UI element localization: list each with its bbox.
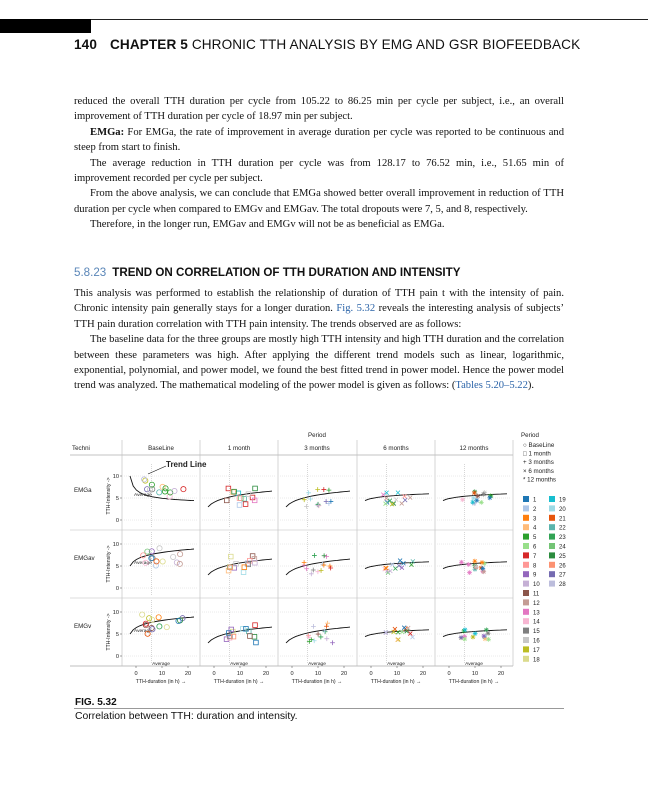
legend-subject-28: 28 xyxy=(559,582,566,589)
figure-5-32-trellis-plot xyxy=(70,430,648,694)
average-label: Average xyxy=(308,662,326,667)
data-point-12-months xyxy=(463,627,468,632)
figure-label: FIG. 5.32 xyxy=(75,697,117,708)
running-header xyxy=(74,37,580,52)
y-tick-label: 0 xyxy=(115,586,119,592)
legend-swatch-8 xyxy=(523,562,529,568)
x-tick-label: 10 xyxy=(158,671,166,677)
data-point-12-months xyxy=(466,562,471,567)
average-label: Average xyxy=(134,561,152,566)
legend-subject-2: 2 xyxy=(533,506,537,513)
data-point-3-months xyxy=(312,638,317,643)
row-label-emgv: EMGv xyxy=(74,623,92,630)
row-label-emga: EMGa xyxy=(74,487,92,494)
data-point-6-months xyxy=(408,496,412,500)
legend-period-4: * 12 months xyxy=(523,476,557,484)
data-point-3-months xyxy=(302,560,307,565)
data-point-12-months xyxy=(471,635,476,640)
legend-subject-6: 6 xyxy=(533,544,537,551)
x-tick-label: 0 xyxy=(447,671,451,677)
trend-line xyxy=(208,559,272,575)
data-point-baseline xyxy=(164,625,169,630)
chapter-title: CHRONIC TTH ANALYSIS BY EMG AND GSR BIOFEEDBACK xyxy=(191,37,581,52)
data-point-1-month xyxy=(250,554,255,559)
x-tick-label: 10 xyxy=(314,671,322,677)
data-point-3-months xyxy=(315,569,320,574)
legend-subject-12: 12 xyxy=(533,600,540,607)
data-point-baseline xyxy=(181,487,186,492)
trend-line xyxy=(208,627,272,643)
paragraph-text: The baseline data for the three groups are mostly high TTH intensity and high TTH duration and the correlation between these parameters was high. After applying the different trend models such as linear, logarithmic, exponential, polynomial, and power model, we found the best fitted trend in power model. Hence the power model trend was analyzed. The mathematical modeling of the power model is given as follows: ( xyxy=(74,334,564,392)
x-tick-label: 20 xyxy=(340,671,348,677)
average-label: Average xyxy=(465,662,483,667)
legend-swatch-4 xyxy=(523,524,529,530)
page-number: 140 xyxy=(74,37,97,52)
x-axis-label: TTH-duration (in h) → xyxy=(213,679,265,685)
data-point-baseline xyxy=(162,489,167,494)
data-point-3-months xyxy=(306,490,311,495)
data-point-3-months xyxy=(330,640,335,645)
x-tick-label: 20 xyxy=(262,671,270,677)
y-tick-label: 10 xyxy=(112,610,119,616)
data-point-3-months xyxy=(304,566,309,571)
data-point-12-months xyxy=(472,559,477,564)
y-tick-label: 10 xyxy=(112,542,119,548)
x-tick-label: 10 xyxy=(236,671,244,677)
data-point-6-months xyxy=(383,502,387,506)
legend-swatch-9 xyxy=(523,571,529,577)
legend-subject-15: 15 xyxy=(533,629,540,636)
legend-title: Period xyxy=(521,432,539,439)
legend-subject-14: 14 xyxy=(533,619,540,626)
table-link[interactable]: Tables 5.20–5.22 xyxy=(455,380,528,392)
average-label: Average xyxy=(387,662,405,667)
data-point-baseline xyxy=(140,612,145,617)
data-point-3-months xyxy=(324,554,329,559)
legend-subject-7: 7 xyxy=(533,553,537,560)
chapter-label: CHAPTER 5 xyxy=(109,37,188,52)
legend-swatch-7 xyxy=(523,552,529,558)
header-black-bar xyxy=(0,19,91,33)
data-point-1-month xyxy=(253,486,258,491)
paragraph: reduced the overall TTH duration per cycle from 105.22 to 86.25 min per cycle per subject, i.e., an overall improvement of TTH duration per cycle of 18.97 min per subject. xyxy=(74,96,564,123)
data-point-3-months xyxy=(308,497,313,502)
y-tick-label: 0 xyxy=(115,518,119,524)
trend-line-pointer xyxy=(148,466,166,474)
legend-swatch-22 xyxy=(549,524,555,530)
data-point-12-months xyxy=(460,497,465,502)
data-point-1-month xyxy=(241,570,246,575)
paragraph: From the above analysis, we can conclude that EMGa showed better overall improvement in reduction of TTH duration per cycle when compared to EMGv and EMGav. The total dropouts were 7, 5, and 8, respectively. xyxy=(74,188,564,215)
x-tick-label: 10 xyxy=(393,671,401,677)
legend-subject-17: 17 xyxy=(533,647,540,654)
x-axis-label: TTH-duration (in h) → xyxy=(448,679,500,685)
data-point-3-months xyxy=(311,624,316,629)
legend-subject-13: 13 xyxy=(533,610,540,617)
legend-swatch-23 xyxy=(549,534,555,540)
data-point-1-month xyxy=(243,502,248,507)
x-axis-label: TTH-duration (in h) → xyxy=(370,679,422,685)
legend-subject-9: 9 xyxy=(533,572,537,579)
y-axis-label: TTH-Intensity -> xyxy=(106,545,112,583)
legend-swatch-27 xyxy=(549,571,555,577)
column-header-1: 1 month xyxy=(227,445,251,452)
data-point-3-months xyxy=(321,487,326,492)
data-point-baseline xyxy=(142,477,147,482)
y-tick-label: 10 xyxy=(112,474,119,480)
data-point-1-month xyxy=(253,623,258,628)
row-label-emgav: EMGav xyxy=(74,555,95,562)
legend-swatch-10 xyxy=(523,581,529,587)
legend-swatch-13 xyxy=(523,609,529,615)
legend-swatch-21 xyxy=(549,515,555,521)
paragraph: The average reduction in TTH duration per cycle was from 128.17 to 76.52 min, i.e., 51.65 min of improvement recorded per cycle per subject. xyxy=(74,157,564,185)
data-point-12-months xyxy=(474,498,479,503)
figure-link[interactable]: Fig. 5.32 xyxy=(336,303,376,315)
legend-subject-26: 26 xyxy=(559,563,566,570)
legend-subject-22: 22 xyxy=(559,525,566,532)
data-point-1-month xyxy=(226,486,231,491)
y-tick-label: 5 xyxy=(115,632,119,638)
data-point-6-months xyxy=(393,566,397,570)
legend-subject-18: 18 xyxy=(533,657,540,664)
legend-subject-3: 3 xyxy=(533,516,537,523)
data-point-12-months xyxy=(486,631,491,636)
average-label: Average xyxy=(134,493,152,498)
data-point-1-month xyxy=(237,503,242,508)
section-number: 5.8.23 xyxy=(74,266,107,279)
legend-swatch-17 xyxy=(523,646,529,652)
x-tick-label: 20 xyxy=(419,671,427,677)
x-tick-label: 0 xyxy=(212,671,216,677)
data-point-12-months xyxy=(473,631,478,636)
paragraph xyxy=(74,332,564,394)
legend-swatch-28 xyxy=(549,581,555,587)
y-tick-label: 0 xyxy=(115,654,119,660)
data-point-12-months xyxy=(487,495,492,500)
data-point-baseline xyxy=(171,554,176,559)
technique-header: Techni xyxy=(72,445,90,452)
y-tick-label: 5 xyxy=(115,564,119,570)
legend-subject-27: 27 xyxy=(559,572,566,579)
data-point-6-months xyxy=(411,635,415,639)
paragraph-text: ). xyxy=(527,380,535,392)
data-point-baseline xyxy=(141,553,146,558)
column-header-4: 12 months xyxy=(459,445,489,452)
data-point-3-months xyxy=(312,553,317,558)
legend-swatch-19 xyxy=(549,496,555,502)
data-point-6-months xyxy=(398,559,402,563)
x-axis-label: TTH-duration (in h) → xyxy=(291,679,343,685)
paragraph xyxy=(74,286,564,332)
data-point-baseline xyxy=(178,552,183,557)
data-point-1-month xyxy=(248,634,253,639)
legend-period-0: ○ BaseLine xyxy=(523,442,555,449)
legend-period-2: + 3 months xyxy=(523,459,554,467)
legend-swatch-20 xyxy=(549,505,555,511)
data-point-12-months xyxy=(481,492,486,497)
legend-subject-11: 11 xyxy=(533,591,540,598)
column-header-2: 3 months xyxy=(304,445,330,452)
data-point-baseline xyxy=(160,559,165,564)
data-point-12-months xyxy=(471,496,476,501)
legend-swatch-15 xyxy=(523,628,529,634)
legend-swatch-16 xyxy=(523,637,529,643)
average-label: Average xyxy=(230,662,248,667)
y-axis-label: TTH-Intensity -> xyxy=(106,477,112,515)
data-point-6-months xyxy=(384,496,388,500)
paragraph-text: This analysis was performed to establish the relationship of duration of TTH pain t with the intensity of pain. Chronic intensity pain generally stays for a longer duration. xyxy=(74,288,564,315)
data-point-6-months xyxy=(396,491,400,495)
data-point-1-month xyxy=(252,634,257,639)
legend-swatch-18 xyxy=(523,656,529,662)
data-point-12-months xyxy=(480,566,485,571)
body-text-upper xyxy=(74,94,564,233)
data-point-12-months xyxy=(459,560,464,565)
legend-subject-25: 25 xyxy=(559,553,566,560)
paragraph-text: For EMGa, the rate of improvement in average duration per cycle was reported to be continuous and steep from start to finish. xyxy=(74,126,564,154)
header-rule xyxy=(91,19,648,20)
data-point-6-months xyxy=(403,498,407,502)
data-point-1-month xyxy=(254,640,259,645)
data-point-3-months xyxy=(304,504,309,509)
x-tick-label: 10 xyxy=(471,671,479,677)
column-header-3: 6 months xyxy=(383,445,409,452)
data-point-12-months xyxy=(482,634,487,639)
paragraph-text: reveals the interesting analysis of subjects’ TTH pain duration correlation with TTH pain intensity. The trends observed are as follows: xyxy=(74,303,564,330)
data-point-1-month xyxy=(224,498,229,503)
trend-line-label: Trend Line xyxy=(166,460,207,469)
data-point-12-months xyxy=(467,570,472,575)
data-point-baseline xyxy=(143,478,148,483)
data-point-12-months xyxy=(481,569,486,574)
data-point-6-months xyxy=(390,562,394,566)
legend-subject-10: 10 xyxy=(533,582,540,589)
data-point-baseline xyxy=(157,546,162,551)
legend-subject-19: 19 xyxy=(559,497,566,504)
section-heading xyxy=(74,266,460,279)
legend-swatch-2 xyxy=(523,505,529,511)
legend-subject-23: 23 xyxy=(559,535,566,542)
data-point-6-months xyxy=(408,632,412,636)
bold-term: EMGa: xyxy=(90,126,125,138)
data-point-3-months xyxy=(318,635,323,640)
x-axis-label: TTH-duration (in h) → xyxy=(135,679,187,685)
legend-swatch-24 xyxy=(549,543,555,549)
data-point-baseline xyxy=(156,615,161,620)
data-point-1-month xyxy=(237,496,242,501)
data-point-3-months xyxy=(319,568,324,573)
legend-swatch-3 xyxy=(523,515,529,521)
legend-subject-8: 8 xyxy=(533,563,537,570)
data-point-12-months xyxy=(470,500,475,505)
data-point-6-months xyxy=(394,498,398,502)
trend-line xyxy=(208,491,272,507)
period-header: Period xyxy=(308,432,326,439)
data-point-1-month xyxy=(224,637,229,642)
legend-swatch-5 xyxy=(523,534,529,540)
paragraph xyxy=(74,125,564,156)
legend-swatch-12 xyxy=(523,599,529,605)
legend-swatch-1 xyxy=(523,496,529,502)
legend-subject-4: 4 xyxy=(533,525,537,532)
data-point-baseline xyxy=(157,624,162,629)
section-title: TREND ON CORRELATION OF TTH DURATION AND INTENSITY xyxy=(112,266,461,279)
trend-line xyxy=(365,494,429,501)
x-tick-label: 0 xyxy=(134,671,138,677)
legend-swatch-26 xyxy=(549,562,555,568)
column-header-0: BaseLine xyxy=(148,445,174,452)
legend-swatch-6 xyxy=(523,543,529,549)
data-point-3-months xyxy=(325,621,330,626)
legend-subject-1: 1 xyxy=(533,497,537,504)
figure-caption: Correlation between TTH: duration and intensity. xyxy=(75,711,298,722)
legend-swatch-25 xyxy=(549,552,555,558)
legend-swatch-14 xyxy=(523,618,529,624)
legend-period-1: □ 1 month xyxy=(523,450,551,458)
figure-caption-rule xyxy=(74,708,564,709)
x-tick-label: 0 xyxy=(369,671,373,677)
data-point-3-months xyxy=(315,487,320,492)
body-text-lower xyxy=(74,286,564,394)
legend-subject-24: 24 xyxy=(559,544,566,551)
x-tick-label: 0 xyxy=(290,671,294,677)
legend-swatch-11 xyxy=(523,590,529,596)
legend-subject-21: 21 xyxy=(559,516,566,523)
x-tick-label: 20 xyxy=(184,671,192,677)
average-label: Average xyxy=(152,662,170,667)
data-point-3-months xyxy=(324,636,329,641)
data-point-6-months xyxy=(402,626,406,630)
data-point-12-months xyxy=(474,564,479,569)
y-axis-label: TTH-Intensity -> xyxy=(106,613,112,651)
average-label: Average xyxy=(134,629,152,634)
x-tick-label: 20 xyxy=(497,671,505,677)
data-point-12-months xyxy=(486,637,491,642)
data-point-12-months xyxy=(459,635,464,640)
data-point-3-months xyxy=(327,488,332,493)
y-tick-label: 5 xyxy=(115,496,119,502)
legend-subject-5: 5 xyxy=(533,535,537,542)
legend-subject-16: 16 xyxy=(533,638,540,645)
legend-period-3: × 6 months xyxy=(523,467,554,475)
data-point-12-months xyxy=(472,491,477,496)
data-point-baseline xyxy=(157,490,162,495)
paragraph: Therefore, in the longer run, EMGav and EMGv will not be as beneficial as EMGa. xyxy=(90,219,445,231)
data-point-12-months xyxy=(480,560,485,565)
data-point-12-months xyxy=(479,500,484,505)
data-point-3-months xyxy=(322,553,327,558)
data-point-3-months xyxy=(316,632,321,637)
data-point-3-months xyxy=(324,624,329,629)
data-point-1-month xyxy=(228,554,233,559)
legend-subject-20: 20 xyxy=(559,506,566,513)
